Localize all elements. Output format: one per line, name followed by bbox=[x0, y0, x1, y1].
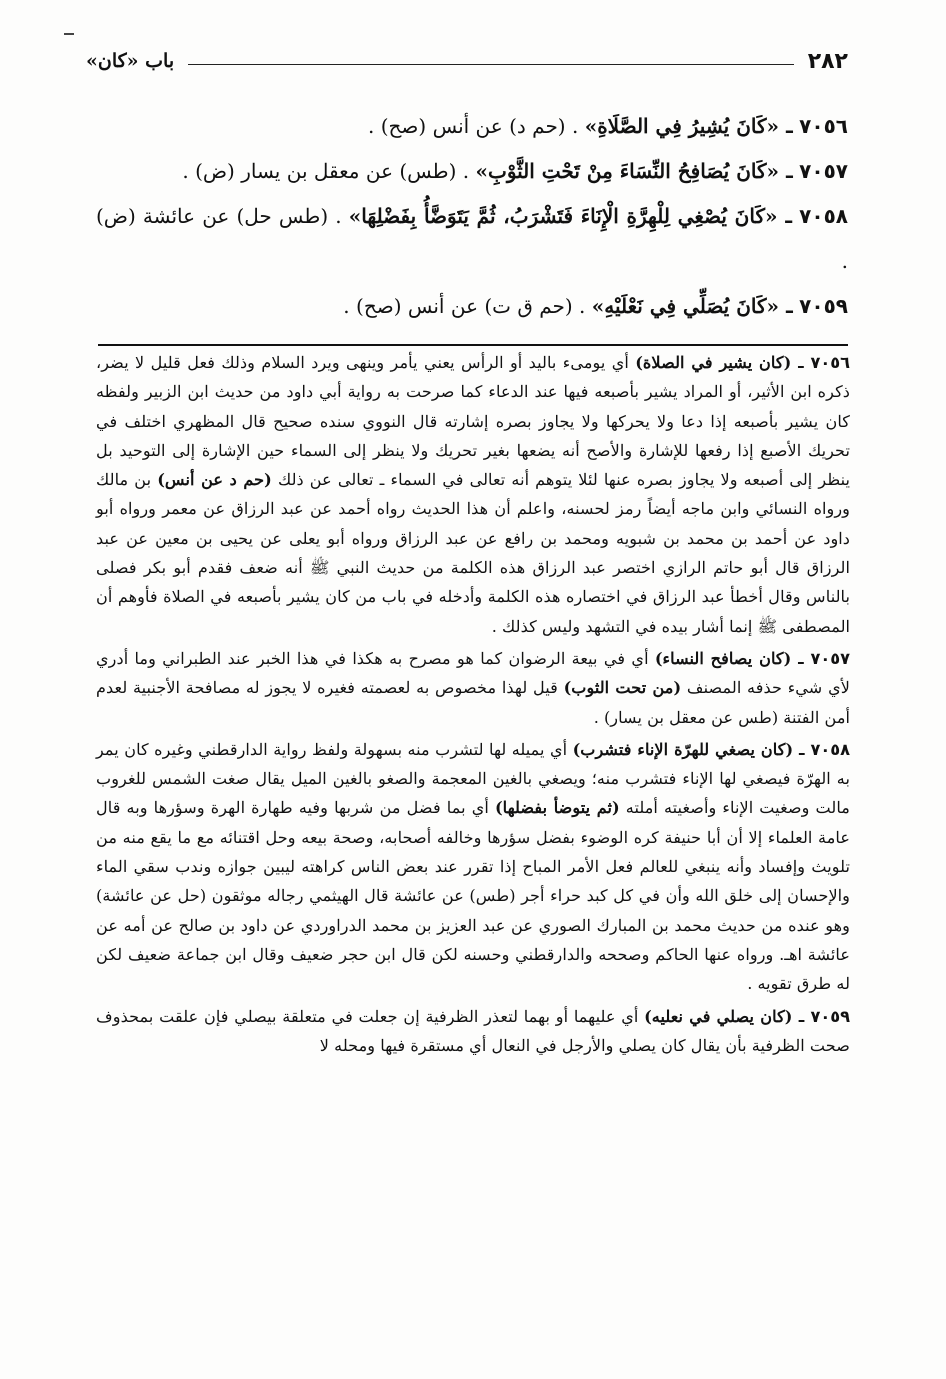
hadith-text: «كَانَ يُصْغِي لِلْهِرَّةِ الْإِنَاءَ فَتَشْرَبُ، ثُمَّ يَتَوَضَّأُ بِفَضْلِهَا» bbox=[348, 204, 778, 228]
hadith-item bbox=[96, 284, 848, 329]
hadith-list bbox=[96, 104, 848, 329]
commentary-number: ٧٠٥٧ bbox=[810, 648, 850, 668]
hadith-text: «كَانَ يُشِيرُ فِي الصَّلَاةِ» bbox=[584, 114, 779, 138]
commentary-source: (ثم يتوضأ بفضلها) bbox=[494, 798, 620, 818]
hadith-text: «كَانَ يُصَلِّي فِي نَعْلَيْهِ» bbox=[591, 294, 779, 318]
commentary-body: أي عليهما أو بهما لتعذر الظرفية إن جعلت في متعلقة بيصلي فإن علقت بمحذوف صحت الظرفية بأن يقال كان يصلي والأرجل في النعال أي مستقرة فيها ومحله لا bbox=[96, 1006, 850, 1055]
number-dash: ـ bbox=[793, 739, 811, 759]
hadith-reference: . (طس) عن معقل بن يسار (ض) . bbox=[182, 159, 470, 183]
hadith-number: ٧٠٥٧ bbox=[799, 159, 848, 183]
commentary-separator bbox=[98, 344, 848, 346]
commentary-lead: (كان يصلي في نعليه) bbox=[644, 1006, 793, 1026]
number-dash: ـ bbox=[779, 294, 793, 318]
hadith-text: «كَانَ يُصَافِحُ النِّسَاءَ مِنْ تَحْتِ الثَّوْبِ» bbox=[475, 159, 779, 183]
commentary-paragraph bbox=[96, 735, 850, 999]
chapter-title: باب «كان» bbox=[86, 50, 175, 72]
hadith-number: ٧٠٥٦ bbox=[799, 114, 848, 138]
number-dash: ـ bbox=[791, 648, 811, 668]
hadith-number: ٧٠٥٩ bbox=[799, 294, 848, 318]
number-dash: ـ bbox=[779, 114, 793, 138]
number-dash: ـ bbox=[777, 204, 793, 228]
page-number: ٢٨٢ bbox=[807, 48, 848, 74]
commentary-lead: (كان يصافح النساء) bbox=[654, 648, 792, 668]
number-dash: ـ bbox=[779, 159, 793, 183]
commentary-number: ٧٠٥٦ bbox=[810, 353, 850, 372]
hadith-item bbox=[96, 149, 848, 194]
hadith-item bbox=[96, 194, 848, 284]
hadith-reference: . (حم د) عن أنس (صح) . bbox=[368, 114, 579, 138]
commentary-body: أي يومىء باليد أو الرأس يعني يأمر وينهى ويرد السلام وذلك فعل قليل لا يضر، ذكره ابن الأثير، أو المراد يشير بأصبعه فيها عند الدعاء كما صرحت به رواية أبي داود من حديث ابن الزبير ولفظه كان يشير بأصبعه إذا دعا ولا يحركها ولا يجاوز بصره إشارته قال النووي سنده صحيح قال المظهري اختلف في تحريك الأصبع إذا رفعها للإشارة والأصح أنه يضعها بغير تحريك ولا ينظر إلى السماء حين الإشارة إلى التوحيد بل ينظر إلى أصبعه ولا يجاوز بصره عنها لئلا يتوهم أنه تعالى في السماء ـ تعالى عن ذلك bbox=[96, 353, 850, 490]
commentary-source: (حم د عن أنس) bbox=[157, 470, 272, 490]
commentary-source: (من تحت الثوب) bbox=[563, 678, 682, 698]
commentary-tail: بن مالك ورواه النسائي وابن ماجه أيضاً رمز لحسنه، واعلم أن هذا الحديث رواه أحمد عن عبد الرزاق عن معمر ورواه أبو داود عن أحمد بن محمد بن شبويه ومحمد بن رافع عن عبد الرزاق ورواه أبو يعلى عن يحيى بن معين عن عبد الرزاق قال أبو حاتم الرازي اختصر عبد الرزاق هذه الكلمة من حديث النبي ﷺ أنه ضعف فقدم أبو بكر فصلى بالناس وقال أخطأ عبد الرزاق في اختصاره هذه الكلمة وأدخله في باب من كان يشير بأصبعه في الصلاة فأوهم أن المصطفى ﷺ إنما أشار بيده في التشهد وليس كذلك . bbox=[96, 470, 850, 636]
commentary-paragraph bbox=[96, 348, 850, 641]
commentary-tail: قيل لهذا مخصوص به لعصمته فغيره لا يجوز له مصافحة الأجنبية لعدم أمن الفتنة (طس عن معقل بن يسار) . bbox=[96, 678, 850, 727]
commentary-tail: أي بما فضل من شربها وفيه طهارة الهرة وسؤرها وبه قال عامة العلماء إلا أن أبا حنيفة كره الوضوء بفضل سؤرها وخالفه أصحابه، وصحة بيعه وحل اقتنائه مع ما يقع منه من تلويث وإفساد وأنه ينبغي للعالم فعل الأمر المباح إذا تقرر عند بعض الناس كراهته ليبين جوازه وندب سقي الماء والإحسان إلى خلق الله وأن في كل كبد حراء أجر (طس) عن عائشة قال الهيثمي رجاله موثقون (حل عن عائشة) وهو عنده من حديث محمد بن المبارك الصوري عن عبد العزيز بن محمد الدراوردي عن داود بن صالح عن أمه عن عائشة اهـ. ورواه عنها الحاكم وصححه والدارقطني وحسنه لكن قال ابن حجر ضعيف وقال ابن جماعة ضعيف لكن له طرق تقويه . bbox=[96, 798, 850, 994]
hadith-number: ٧٠٥٨ bbox=[799, 204, 848, 228]
page-header bbox=[86, 44, 848, 78]
hadith-reference: . (حم ق ت) عن أنس (صح) . bbox=[343, 294, 586, 318]
hadith-item bbox=[96, 104, 848, 149]
number-dash: ـ bbox=[792, 1006, 811, 1026]
commentary-lead: (كان يصغي للهرّة الإناء فتشرب) bbox=[572, 739, 794, 759]
commentary-body: أي يميله لها لتشرب منه بسهولة ولفظ رواية الدارقطني وغيره كان يمر به الهرّة فيصغي لها الإناء فتشرب منه؛ ويصغي بالغين المعجمة والصغو بالغين الميل يقال صغت الشمس للغروب مالت وصغيت الإناء وأصغيته أملته bbox=[96, 739, 850, 818]
header-rule bbox=[188, 64, 794, 65]
scan-mark bbox=[64, 33, 74, 35]
commentary-paragraph bbox=[96, 644, 850, 732]
commentary-number: ٧٠٥٨ bbox=[810, 739, 851, 759]
hadith-reference: . (طس حل) عن عائشة (ض) . bbox=[96, 204, 848, 273]
commentary-paragraph bbox=[96, 1002, 850, 1061]
commentary-body: أي في بيعة الرضوان كما هو مصرح به هكذا في هذا الخبر عند الطبراني وما أدري لأي شيء حذفه المصنف bbox=[96, 648, 850, 698]
commentary-lead: (كان يشير في الصلاة) bbox=[635, 353, 792, 372]
commentary-number: ٧٠٥٩ bbox=[810, 1006, 850, 1026]
commentary-section bbox=[96, 348, 850, 1063]
number-dash: ـ bbox=[791, 353, 811, 372]
